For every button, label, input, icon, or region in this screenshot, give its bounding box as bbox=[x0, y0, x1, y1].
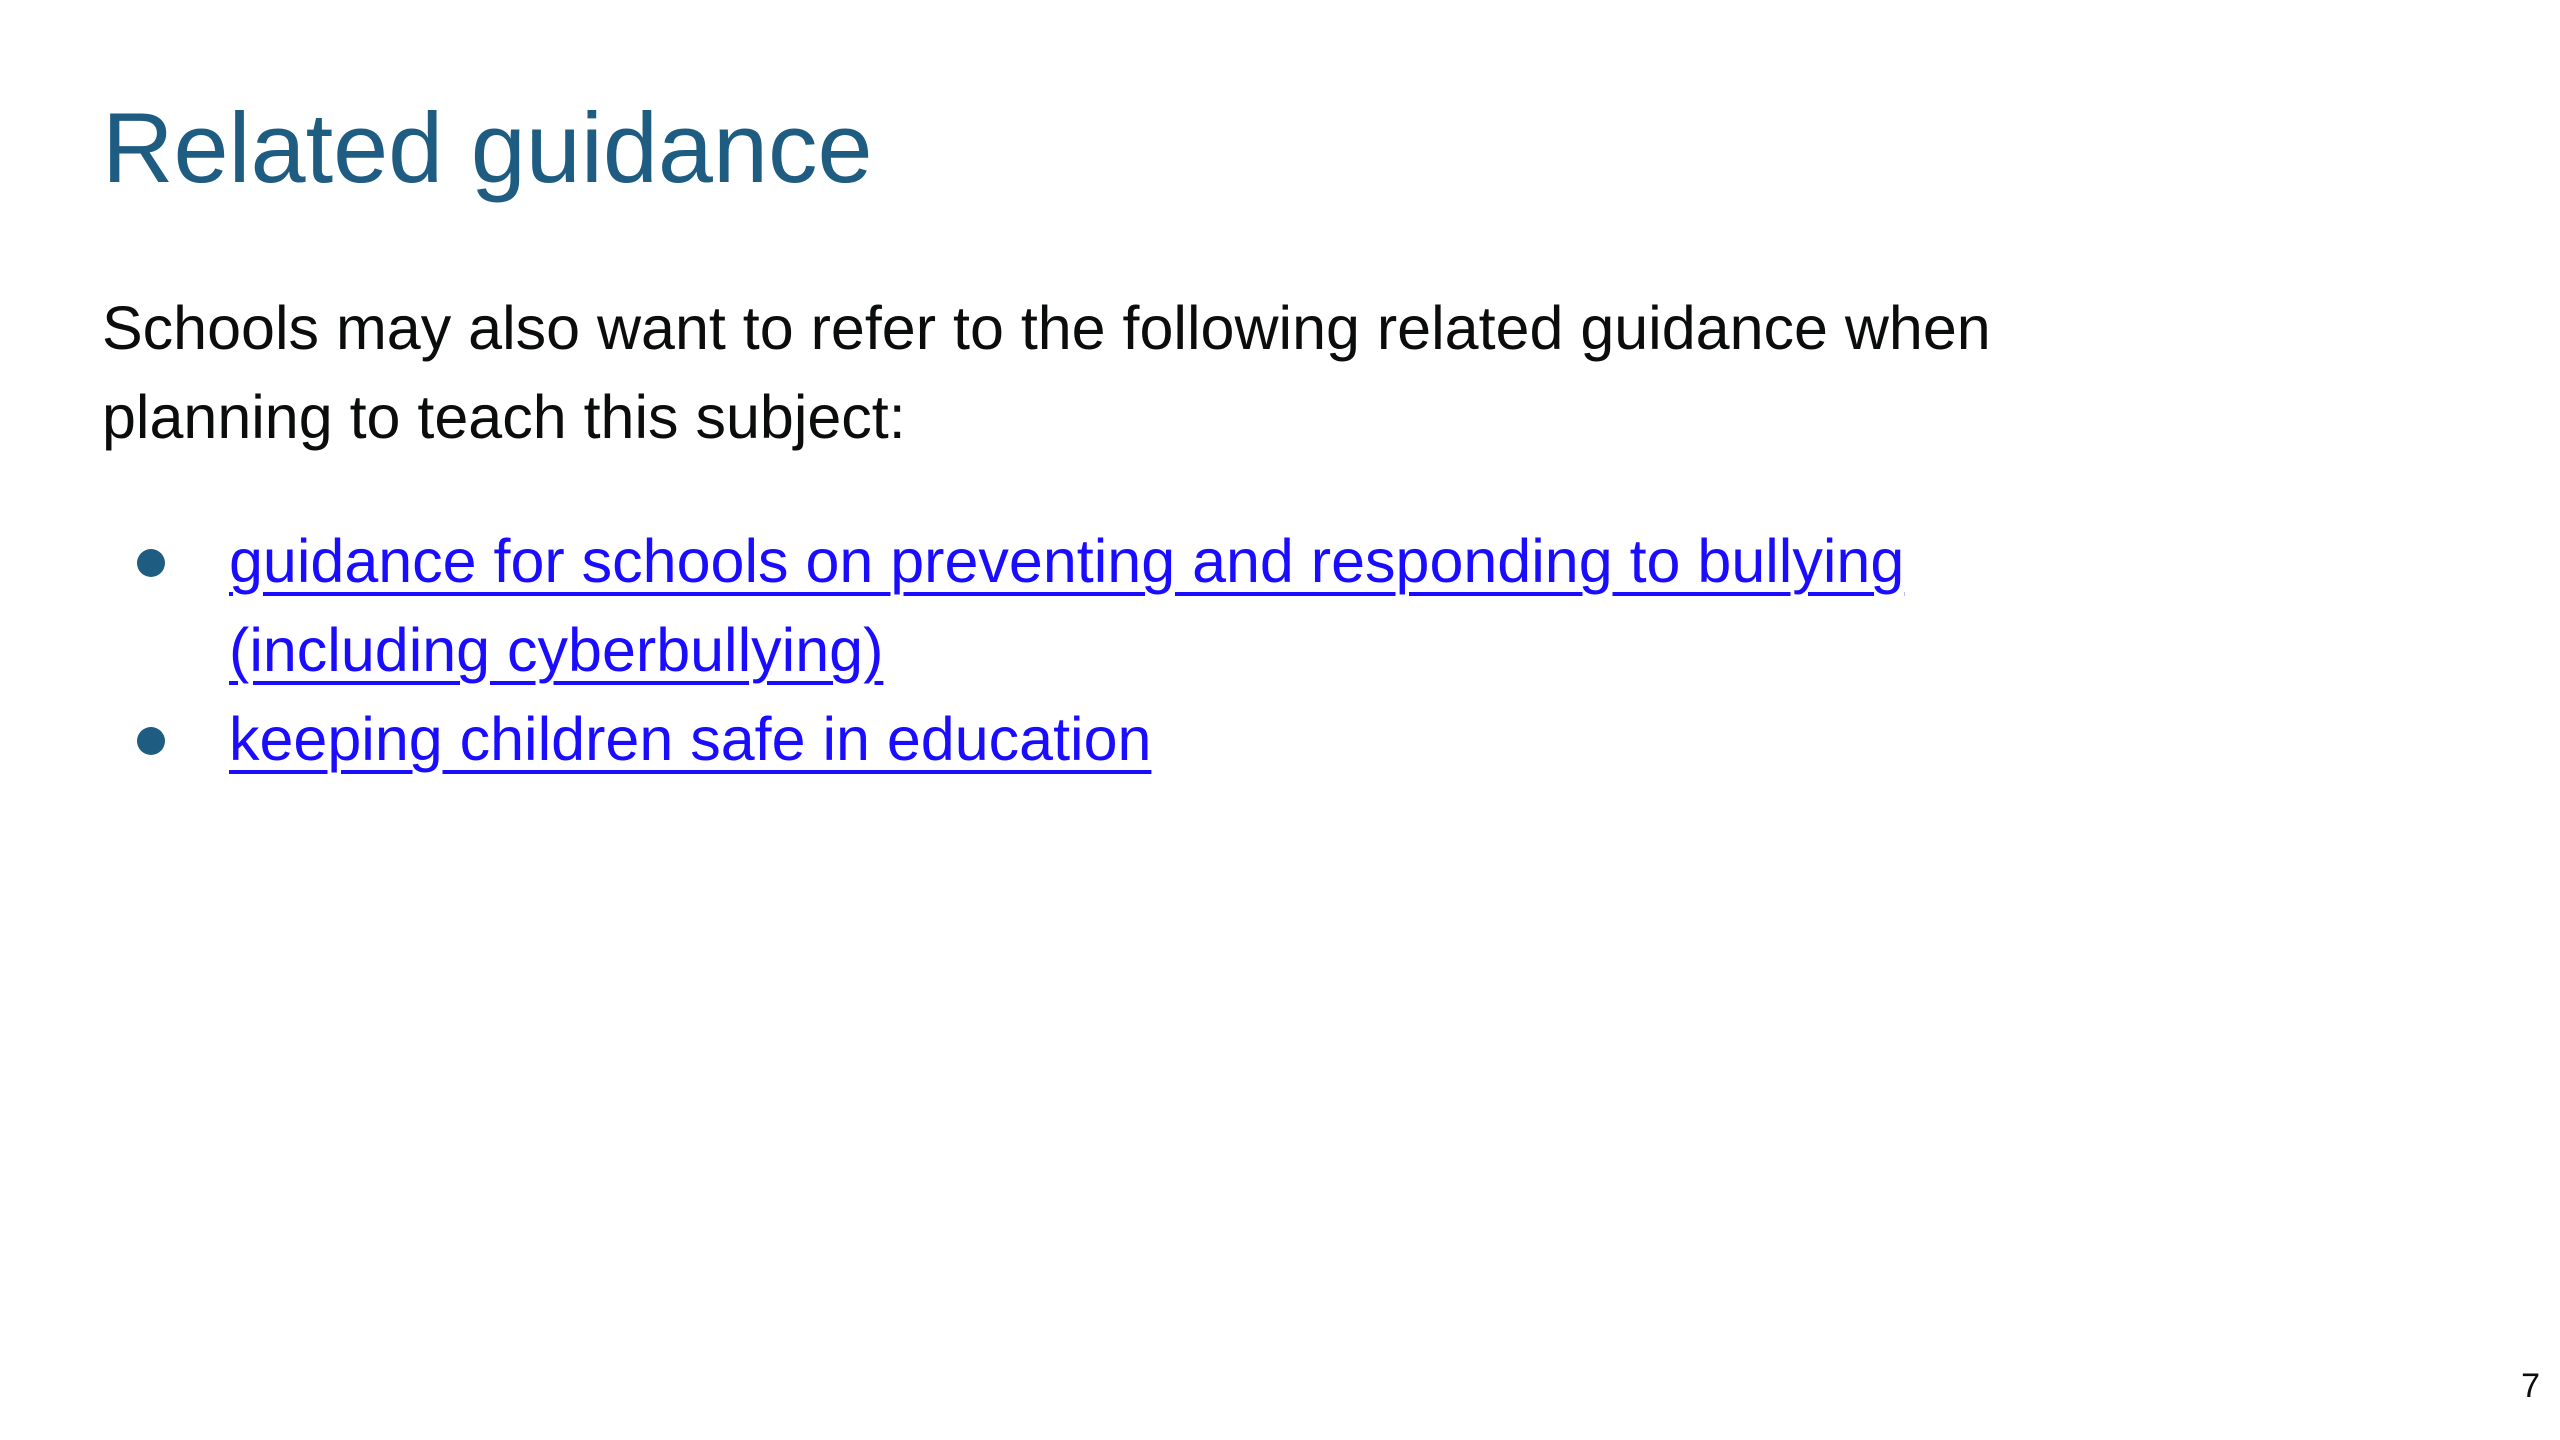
bullet-icon bbox=[137, 727, 165, 755]
related-guidance-list bbox=[0, 517, 2129, 784]
intro-paragraph: Schools may also want to refer to the following related guidance when planning to teach this subject: bbox=[102, 294, 1991, 451]
bullet-icon bbox=[137, 549, 165, 577]
list-item bbox=[0, 517, 2129, 695]
page-number: 7 bbox=[2521, 1367, 2540, 1405]
list-item bbox=[0, 695, 2129, 784]
page-title: Related guidance bbox=[102, 92, 873, 203]
keeping-children-safe-link[interactable]: keeping children safe in education bbox=[229, 705, 1152, 773]
bullying-guidance-link[interactable]: guidance for schools on preventing and responding to bullying (including cyberbullying) bbox=[229, 527, 1905, 684]
